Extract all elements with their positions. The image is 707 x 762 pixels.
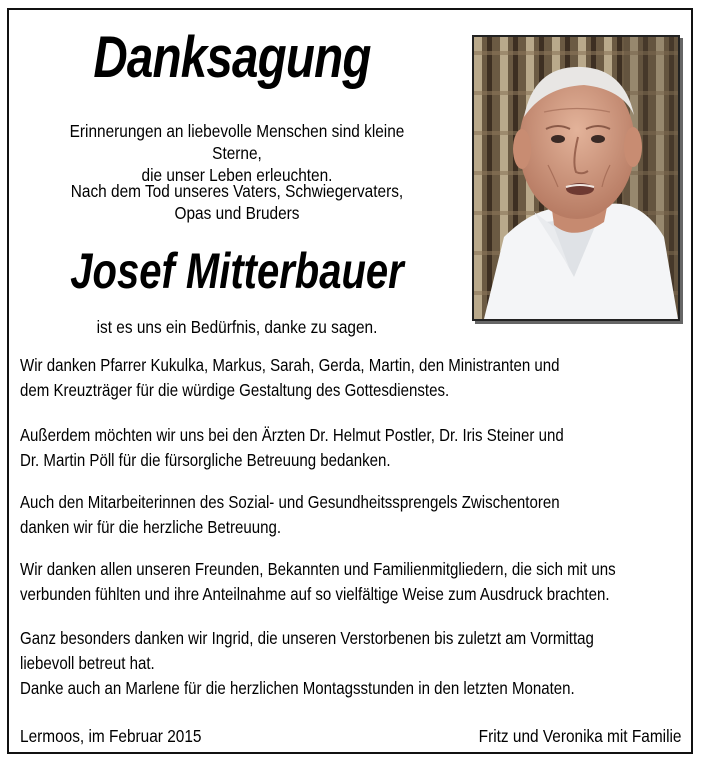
paragraph-social-services [20,490,589,540]
paragraph-clergy [20,353,589,403]
paragraph-line: Auch den Mitarbeiterinnen des Sozial- und Gesundheitssprengels Zwischentoren [20,492,560,512]
place-date: Lermoos, im Februar 2015 [20,726,202,746]
quote [48,120,426,186]
intro-line: Nach dem Tod unseres Vaters, Schwiegervaters, [70,181,404,201]
paragraph-line: Danke auch an Marlene für die herzlichen Montagsstunden in den letzten Monaten. [20,678,575,698]
paragraph-line: dem Kreuzträger für die würdige Gestaltung des Gottesdienstes. [20,380,450,400]
intro [48,180,426,224]
paragraph-line: Außerdem möchten wir uns bei den Ärzten Dr. Helmut Postler, Dr. Iris Steiner und [20,425,564,445]
paragraph-line: Dr. Martin Pöll für die fürsorgliche Betreuung bedanken. [20,450,391,470]
portrait-photo [472,35,680,321]
intro-line: Opas und Bruders [174,203,300,223]
paragraph-line: Ganz besonders danken wir Ingrid, die unseren Verstorbenen bis zuletzt am Vormittag [20,628,594,648]
after-name-line: ist es uns ein Bedürfnis, danke zu sagen. [96,317,378,337]
paragraph-special-thanks [20,626,594,701]
signature: Fritz und Veronika mit Familie [478,726,681,746]
portrait-illustration [474,37,678,319]
paragraph-line: Wir danken allen unseren Freunden, Bekannten und Familienmitgliedern, die sich mit uns [20,559,616,579]
paragraph-line: verbunden fühlten und ihre Anteilnahme auf so vielfältige Weise zum Ausdruck brachten. [20,584,610,604]
paragraph-line: danken wir für die herzliche Betreuung. [20,517,282,537]
paragraph-line: Wir danken Pfarrer Kukulka, Markus, Sarah, Gerda, Martin, den Ministranten und [20,355,560,375]
paragraph-friends [20,557,616,607]
heading: Danksagung [93,25,371,90]
quote-line: die unser Leben erleuchten. [141,165,333,185]
paragraph-doctors [20,423,589,473]
deceased-name: Josef Mitterbauer [70,243,404,299]
quote-line: Erinnerungen an liebevolle Menschen sind kleine Sterne, [69,121,405,163]
paragraph-line: liebevoll betreut hat. [20,653,155,673]
